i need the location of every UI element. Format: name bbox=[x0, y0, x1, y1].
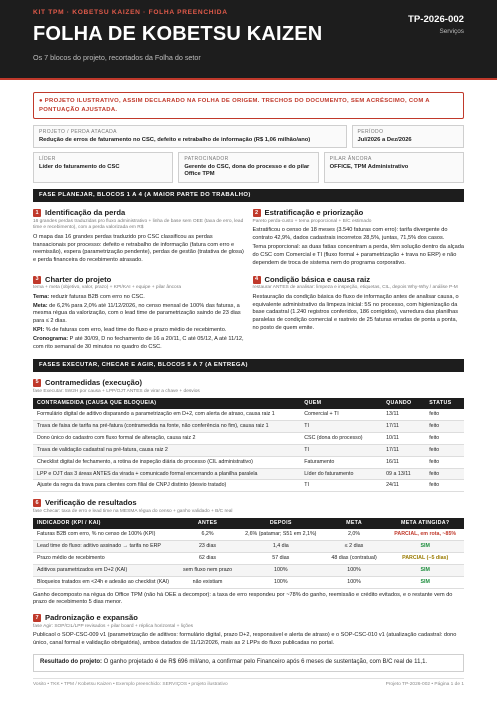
result-cell-achieved: PARCIAL, em rota, ~85% bbox=[386, 529, 464, 540]
countermeasure-cell-status: feito bbox=[425, 480, 464, 492]
result-cell-indicator: Faturas B2B com erro, % no censo de 100% (KPI) bbox=[33, 529, 175, 540]
blocks-1-2 bbox=[33, 208, 464, 268]
block-7-number: 7 bbox=[33, 614, 41, 622]
countermeasures-table bbox=[33, 398, 464, 492]
result-cell-achieved: SIM bbox=[386, 576, 464, 588]
results-col-before: ANTES bbox=[175, 518, 240, 529]
meta-pillar-label: PILAR ÂNCORA bbox=[329, 156, 372, 163]
countermeasure-cell-status: feito bbox=[425, 432, 464, 444]
results-col-indicator: INDICADOR (KPI / KAI) bbox=[33, 518, 175, 529]
countermeasure-row bbox=[33, 432, 464, 444]
result-cell-target: 100% bbox=[322, 564, 387, 576]
result-cell-achieved: SIM bbox=[386, 541, 464, 553]
block-6-tool: fase Checar: taxa de erro e lead time na MESMA régua do censo + ganho validado + B/C real bbox=[33, 509, 233, 515]
meta-row-1 bbox=[33, 125, 464, 148]
block-2-tool: Pareto perda-custo + tema proporcional + B/C estimado bbox=[252, 219, 372, 225]
disclaimer-box: ● PROJETO ILUSTRATIVO, ASSIM DECLARADO NA FOLHA DE ORIGEM. TRECHOS DO DOCUMENTO, SEM ACRÉSCIMO, COM A PONTUAÇÃO AJUSTADA. bbox=[33, 92, 464, 119]
meta-sponsor-label: PATROCINADOR bbox=[184, 156, 229, 163]
countermeasure-cell-status: feito bbox=[425, 456, 464, 468]
result-cell-before: 62 dias bbox=[175, 553, 240, 565]
block-1 bbox=[33, 208, 245, 268]
results-body bbox=[33, 529, 464, 588]
block-3-text bbox=[33, 294, 245, 352]
meta-leader-label: LÍDER bbox=[39, 156, 56, 163]
countermeasure-cell-measure: Dono único do cadastro com fluxo formal de alteração, causa raiz 2 bbox=[33, 432, 300, 444]
document-department: Serviços bbox=[439, 28, 464, 36]
countermeasure-cell-when: 13/11 bbox=[382, 409, 425, 420]
block-7-tool: fase Agir: SOP/CIL/LPP revisados + pilar board + réplica horizontal + lições bbox=[33, 624, 194, 630]
result-cell-target: 100% bbox=[322, 576, 387, 588]
result-cell-target: 48 dias (contratual) bbox=[322, 553, 387, 565]
results-header-row bbox=[33, 518, 464, 529]
block-1-number: 1 bbox=[33, 209, 41, 217]
results-col-target: META bbox=[322, 518, 387, 529]
countermeasure-cell-when: 17/11 bbox=[382, 444, 425, 456]
block-4-tool: restaurar ANTES de analisar: limpeza e inspeção, etiquetas, CIL, depois Why-Why / análise P-M bbox=[252, 285, 458, 291]
meta-period-value: Jul/2026 a Dez/2026 bbox=[357, 136, 412, 143]
block-5 bbox=[33, 378, 464, 492]
block-7-title-text: Padronização e expansão bbox=[45, 613, 138, 623]
block-6-note: Ganho decomposto na régua do Office TPM (não há OEE a decompor): a taxa de erro respondeu por ~78% do ganho, reemissão e crédito evitados, e o restante vem do prazo de recebimento 5 dias menor. bbox=[33, 591, 453, 606]
block-4 bbox=[253, 275, 465, 353]
meta-project-value: Redução de erros de faturamento no CSC, defeito e retrabalho de informação (R$ 1,06 milhão/ano) bbox=[39, 136, 311, 143]
countermeasures-header-row bbox=[33, 398, 464, 409]
countermeasure-cell-who: TI bbox=[300, 480, 382, 492]
countermeasure-cell-when: 09 a 13/11 bbox=[382, 468, 425, 480]
countermeasure-cell-measure: Checklist digital de fechamento, a rotina de inspeção diária do processo (CIL administrativo) bbox=[33, 456, 300, 468]
block-3-tool: tema + meta (objetivo, valor, prazo) + KPI/KAI + equipe + pilar âncora bbox=[33, 285, 181, 291]
countermeasure-row bbox=[33, 421, 464, 433]
meta-sponsor-value: Gerente do CSC, dona do processo e do pilar Office TPM bbox=[184, 163, 310, 178]
block-3-meta-label: Meta: bbox=[33, 302, 48, 309]
meta-leader-value: Líder do faturamento do CSC bbox=[39, 163, 120, 170]
countermeasures-body bbox=[33, 409, 464, 492]
block-2-text-2: Tema proporcional: as duas fatias concentram a perda, têm solução dentro da alçada do CSC com Comercial e TI (fluxo formal + parametrização + trava no ERP) e não dependem de troca de sistema nem do programa corporativo. bbox=[252, 244, 464, 266]
page-subtitle: Os 7 blocos do projeto, recortados da Folha do setor bbox=[33, 52, 201, 62]
countermeasure-cell-status: feito bbox=[425, 409, 464, 420]
results-table bbox=[33, 518, 464, 588]
block-1-text: O mapa das 16 grandes perdas traduzido pro CSC classificou as perdas transacionais por processo: defeito e retrabalho de informação (fatura com erro e reemissão), espera (parametrização pendente), perdas de gestão (tratativa de glosa) e perda financeira do recebimento atrasado. bbox=[33, 233, 244, 264]
result-cell-before: sem fluxo nem prazo bbox=[175, 564, 240, 576]
countermeasures-col-measure: CONTRAMEDIDA (CAUSA QUE BLOQUEIA) bbox=[33, 398, 300, 409]
countermeasure-cell-status: feito bbox=[425, 468, 464, 480]
page-title: FOLHA DE KOBETSU KAIZEN bbox=[33, 22, 323, 45]
result-cell-achieved: PARCIAL (−5 dias) bbox=[386, 553, 464, 565]
countermeasure-row bbox=[33, 456, 464, 468]
footer-left: Vosito • TKK • TPM / Kobetsu Kaizen • Exemplo preenchido: SERVIÇOS • projeto ilustrativo bbox=[33, 682, 228, 687]
result-row bbox=[33, 576, 464, 588]
block-2-text-1: Estratificou o censo de 18 meses (3.540 faturas com erro): tarifa divergente do contrato 42,9%, dados cadastrais incorretos 28,5%, juntas, 71,5% dos casos. bbox=[252, 227, 448, 242]
block-6 bbox=[33, 498, 464, 607]
header bbox=[0, 0, 497, 80]
results-col-after: DEPOIS bbox=[240, 518, 322, 529]
block-4-text: Restauração da condição básica do fluxo de informação antes de analisar causa, o equivalente administrativo da limpeza inicial: 5S no processo, com higienização da base cadastral (1.240 registros conferidos, 186 corrigidos), varredura das planilhas paralelas de condição comercial e rastreio de 25 faturas erradas de ponta a ponta, no posto de quem emite. bbox=[252, 293, 459, 332]
block-3-title bbox=[33, 275, 245, 285]
meta-sponsor bbox=[178, 152, 318, 183]
project-result-label: Resultado do projeto: bbox=[40, 659, 102, 666]
project-result-text: O ganho projetado é de R$ 696 mil/ano, a confirmar pelo Financeiro após 6 meses de sustentação, com B/C real de 11,1. bbox=[102, 659, 428, 666]
countermeasure-row bbox=[33, 444, 464, 456]
result-row bbox=[33, 541, 464, 553]
block-3-crono-value: P até 30/09, D no fechamento de 16 a 20/11, C até 05/12, A até 11/12, com rito semanal de 30 minutos no quadro do CSC. bbox=[33, 335, 244, 350]
footer-right: Projeto TP-2026-002 • Página 1 de 1 bbox=[385, 682, 464, 687]
result-cell-before: 6,2% bbox=[175, 529, 240, 540]
block-6-title-text: Verificação de resultados bbox=[45, 498, 137, 508]
document-id bbox=[408, 14, 464, 37]
block-2-number: 2 bbox=[253, 209, 261, 217]
result-cell-indicator: Lead time do fluxo: aditivo assinado → tarifa no ERP bbox=[33, 541, 175, 553]
result-cell-target: ≤ 2 dias bbox=[322, 541, 387, 553]
result-cell-indicator: Aditivos parametrizados em D+2 (KAI) bbox=[33, 564, 175, 576]
block-3-kpi-label: KPI: bbox=[33, 327, 45, 334]
meta-project bbox=[33, 125, 347, 148]
block-2-title bbox=[253, 208, 465, 218]
result-row bbox=[33, 564, 464, 576]
countermeasure-cell-who: CSC (dona do processo) bbox=[300, 432, 382, 444]
countermeasure-row bbox=[33, 480, 464, 492]
countermeasure-cell-measure: Ajuste da regra da trava para clientes com filial de CNPJ distinto (desvio tratado) bbox=[33, 480, 300, 492]
countermeasure-cell-who: TI bbox=[300, 421, 382, 433]
countermeasure-cell-when: 24/11 bbox=[382, 480, 425, 492]
countermeasures-col-status: STATUS bbox=[425, 398, 464, 409]
project-result bbox=[33, 654, 464, 672]
countermeasure-cell-status: feito bbox=[425, 421, 464, 433]
result-cell-achieved: SIM bbox=[386, 564, 464, 576]
block-2 bbox=[253, 208, 465, 268]
result-cell-after: 1,4 dia bbox=[240, 541, 322, 553]
block-5-title bbox=[33, 378, 464, 388]
block-7-text: Publicaol o SOP-CSC-009 v1 (parametrização de aditivos: formulário digital, prazo D+2, responsável e alerta de atraso) e o SOP-CSC-010 v1 (atualização cadastral: dono único, canal formal e validação obrigatória), ambos datados de 11/12/2026, mais as 2 LPPs do fluxo publicadas no portal. bbox=[33, 632, 457, 647]
block-3-tema-value: reduzir faturas B2B com erro no CSC. bbox=[49, 293, 145, 300]
block-6-number: 6 bbox=[33, 499, 41, 507]
block-3-tema-label: Tema: bbox=[33, 293, 50, 300]
block-1-title bbox=[33, 208, 245, 218]
countermeasure-cell-measure: Trava de validação cadastral na pré-fatura, causa raiz 2 bbox=[33, 444, 300, 456]
block-1-tool: 16 grandes perdas traduzidas pro fluxo administrativo + linha de base sem OEE (taxa de erro, lead time e recebimento), com a perda valorizada em R$ bbox=[33, 219, 244, 231]
header-kicker: KIT TPM · KOBETSU KAIZEN · FOLHA PREENCHIDA bbox=[33, 9, 228, 16]
results-col-achieved: META ATINGIDA? bbox=[386, 518, 464, 529]
result-row bbox=[33, 529, 464, 540]
meta-leader bbox=[33, 152, 173, 183]
meta-period-label: PERÍODO bbox=[357, 129, 384, 136]
block-7 bbox=[33, 613, 464, 648]
block-3-number: 3 bbox=[33, 276, 41, 284]
result-cell-before: 23 dias bbox=[175, 541, 240, 553]
result-cell-after: 100% bbox=[240, 564, 322, 576]
block-3-crono-label: Cronograma: bbox=[33, 335, 69, 342]
result-cell-after: 57 dias bbox=[240, 553, 322, 565]
block-3-kpi-value: % de faturas com erro, lead time do fluxo e prazo médio de recebimento. bbox=[44, 327, 227, 334]
document-body bbox=[0, 80, 497, 672]
result-cell-indicator: Bloqueios tratados em <24h e adesão ao checklist (KAI) bbox=[33, 576, 175, 588]
countermeasure-cell-who: TI bbox=[300, 444, 382, 456]
countermeasure-cell-measure: LPP e OJT das 3 áreas ANTES da virada + comunicado formal encerrando a planilha paralela bbox=[33, 468, 300, 480]
block-3-crono bbox=[33, 336, 245, 352]
countermeasure-cell-who: Líder do faturamento bbox=[300, 468, 382, 480]
countermeasure-cell-when: 16/11 bbox=[382, 456, 425, 468]
block-3-title-text: Charter do projeto bbox=[45, 274, 112, 284]
meta-pillar-value: OFFICE, TPM Administrativo bbox=[329, 163, 409, 170]
block-4-title bbox=[253, 275, 465, 285]
countermeasure-cell-who: Faturamento bbox=[300, 456, 382, 468]
block-1-title-text: Identificação da perda bbox=[45, 208, 126, 218]
document-code: TP-2026-002 bbox=[408, 14, 464, 25]
block-3-tema bbox=[33, 294, 245, 302]
meta-project-label: PROJETO / PERDA ATACADA bbox=[39, 129, 117, 136]
block-3 bbox=[33, 275, 245, 353]
countermeasure-row bbox=[33, 468, 464, 480]
block-4-number: 4 bbox=[253, 276, 261, 284]
result-cell-after: 100% bbox=[240, 576, 322, 588]
block-2-text bbox=[253, 227, 465, 267]
block-3-kpi bbox=[33, 327, 245, 335]
countermeasure-cell-status: feito bbox=[425, 444, 464, 456]
block-5-title-text: Contramedidas (execução) bbox=[45, 378, 143, 388]
phase-plan-header: FASE PLANEJAR, BLOCOS 1 A 4 (A MAIOR PARTE DO TRABALHO) bbox=[33, 189, 464, 203]
footer bbox=[33, 678, 464, 688]
block-3-meta bbox=[33, 303, 245, 326]
phase-execute-header: FASES EXECUTAR, CHECAR E AGIR, BLOCOS 5 A 7 (A ENTREGA) bbox=[33, 359, 464, 373]
result-row bbox=[33, 553, 464, 565]
block-3-meta-value: de 6,2% para 2,0% até 11/12/2026, no censo mensal de 100% das faturas, a mesma régua da valorização, com o lead time de parametrização saindo de 23 dias para ≤ 2 dias. bbox=[33, 302, 241, 325]
meta-row-2 bbox=[33, 152, 464, 183]
result-cell-before: não existiam bbox=[175, 576, 240, 588]
header-accent-line bbox=[0, 78, 497, 80]
countermeasures-col-who: QUEM bbox=[300, 398, 382, 409]
block-6-title bbox=[33, 498, 464, 508]
countermeasure-row bbox=[33, 409, 464, 420]
countermeasure-cell-when: 17/11 bbox=[382, 421, 425, 433]
countermeasure-cell-who: Comercial + TI bbox=[300, 409, 382, 420]
meta-period bbox=[352, 125, 465, 148]
countermeasure-cell-measure: Formulário digital de aditivo disparando a parametrização em D+2, com alerta de atraso, causa raiz 1 bbox=[33, 409, 300, 420]
blocks-3-4 bbox=[33, 275, 464, 353]
meta-pillar bbox=[324, 152, 464, 183]
countermeasure-cell-measure: Trava de faixa de tarifa na pré-fatura (contramedida na fonte, não conferência no fim), causa raiz 1 bbox=[33, 421, 300, 433]
result-cell-indicator: Prazo médio de recebimento bbox=[33, 553, 175, 565]
countermeasures-col-when: QUANDO bbox=[382, 398, 425, 409]
block-7-title bbox=[33, 613, 464, 623]
result-cell-target: 2,0% bbox=[322, 529, 387, 540]
result-cell-after: 2,6% (patamar; S51 em 2,1%) bbox=[240, 529, 322, 540]
block-4-title-text: Condição básica e causa raiz bbox=[264, 274, 371, 284]
block-5-number: 5 bbox=[33, 379, 41, 387]
block-5-tool: fase Executar: 5W2H por causa + LPP/OJT ANTES de virar a chave + desvios bbox=[33, 389, 200, 395]
block-2-title-text: Estratificação e priorização bbox=[264, 208, 364, 218]
countermeasure-cell-when: 10/11 bbox=[382, 432, 425, 444]
